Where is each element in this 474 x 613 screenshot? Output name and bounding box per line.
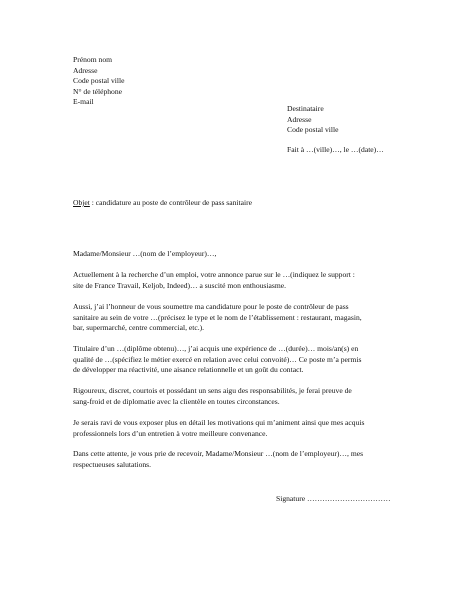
paragraph-application — [73, 302, 418, 334]
recipient-address: Adresse — [287, 114, 312, 124]
subject-line — [73, 198, 252, 209]
paragraph-closing — [73, 449, 418, 470]
sender-address-block — [73, 55, 124, 108]
paragraph-qualities — [73, 386, 418, 407]
sender-name: Prénom nom — [73, 55, 113, 64]
signature-line: Signature …………………………… — [276, 494, 391, 503]
paragraph-experience — [73, 344, 418, 376]
paragraph-intro — [73, 270, 418, 291]
paragraph-line: Dans cette attente, je vous prie de recevoir, Madame/Monsieur …(nom de l’employeur)…, mes — [73, 449, 364, 458]
paragraph-line: sanitaire au sein de votre …(précisez le type et le nom de l’établissement : restaurant, magasin, — [73, 312, 362, 322]
recipient-postal-city: Code postal ville — [287, 125, 339, 134]
sender-address: Adresse — [73, 65, 98, 75]
paragraph-line: Aussi, j’ai l’honneur de vous soumettre ma candidature pour le poste de contrôleur de pass — [73, 302, 349, 311]
paragraph-line: qualité de …(spécifiez le métier exercé en relation avec celui convoité)… Ce poste m’a permis — [73, 354, 362, 364]
recipient-name: Destinataire — [287, 104, 324, 113]
paragraph-line: Rigoureux, discret, courtois et possédant un sens aigu des responsabilités, je ferai preuve de — [73, 386, 352, 395]
recipient-address-block — [287, 104, 338, 136]
paragraph-line: respectueuses salutations. — [73, 459, 152, 469]
salutation: Madame/Monsieur …(nom de l’employeur)…, — [73, 249, 217, 258]
paragraph-line: Titulaire d’un …(diplôme obtenu)…, j’ai acquis une expérience de …(durée)… mois/an(s) en — [73, 344, 359, 353]
place-and-date: Fait à …(ville)…, le …(date)… — [287, 145, 384, 154]
subject-label: Objet — [73, 198, 90, 207]
paragraph-line: sang-froid et de diplomatie avec la clientèle en toutes circonstances. — [73, 396, 280, 406]
paragraph-line: site de France Travail, Keljob, Indeed)… a suscité mon enthousiasme. — [73, 280, 286, 290]
subject-text: : candidature au poste de contrôleur de pass sanitaire — [89, 198, 253, 207]
paragraph-interview — [73, 418, 418, 439]
paragraph-line: bar, supermarché, centre commercial, etc.). — [73, 323, 205, 332]
paragraph-line: de développer ma réactivité, une aisance relationnelle et un goût du contact. — [73, 365, 304, 374]
paragraph-line: Je serais ravi de vous exposer plus en détail les motivations qui m’animent ainsi que mes acquis — [73, 418, 365, 427]
sender-email: E-mail — [73, 97, 94, 106]
sender-postal-city: Code postal ville — [73, 76, 125, 85]
sender-phone: N° de téléphone — [73, 86, 123, 96]
paragraph-line: Actuellement à la recherche d’un emploi, votre annonce parue sur le …(indiquez le support : — [73, 270, 355, 279]
paragraph-line: professionnels lors d’un entretien à votre meilleure convenance. — [73, 428, 268, 438]
